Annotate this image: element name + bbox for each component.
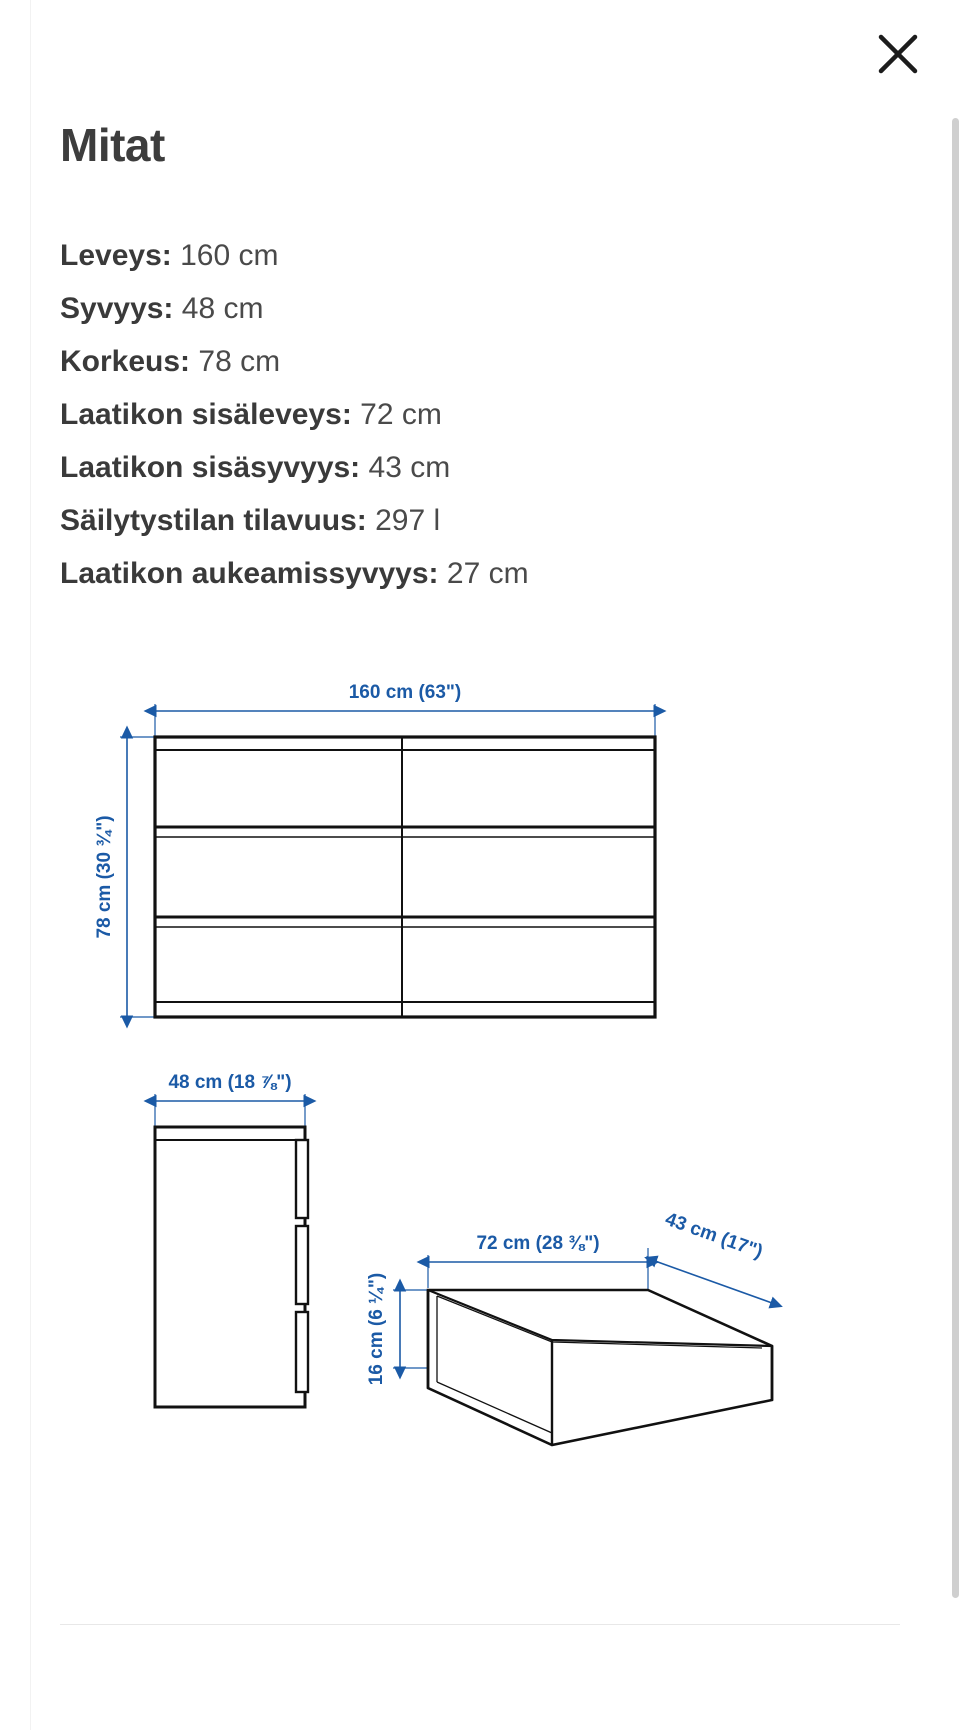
page-title: Mitat — [60, 119, 165, 171]
specification-list — [60, 229, 880, 600]
side-elevation — [155, 1072, 308, 1407]
spec-value: 72 cm — [360, 397, 442, 431]
close-button[interactable] — [870, 26, 926, 82]
dimensions-content — [60, 120, 880, 600]
spec-label: Säilytystilan tilavuus: — [60, 503, 367, 537]
close-icon — [875, 31, 921, 77]
spec-label: Syvyys: — [60, 291, 174, 325]
spec-value: 297 l — [375, 503, 441, 537]
front-height-label: 78 cm (30 ¾") — [94, 815, 115, 939]
front-elevation — [94, 682, 655, 1017]
spec-row-korkeus — [60, 335, 880, 388]
spec-value: 43 cm — [368, 450, 451, 484]
spec-value: 160 cm — [180, 238, 279, 272]
spec-value: 27 cm — [446, 556, 529, 590]
spec-row-laatikon-aukeamissyvyys — [60, 547, 880, 600]
front-width-label: 160 cm (63") — [348, 682, 462, 703]
drawer-inner-depth-label: 43 cm (17") — [662, 1208, 766, 1263]
bottom-divider — [60, 1624, 900, 1625]
vertical-scrollbar[interactable] — [950, 0, 960, 1730]
scrollbar-thumb[interactable] — [952, 118, 959, 1598]
spec-value: 78 cm — [198, 344, 281, 378]
dimension-drawings — [0, 640, 960, 1460]
spec-row-laatikon-sisasyvyys — [60, 441, 880, 494]
drawer-inner-width-label: 72 cm (28 ⅜") — [476, 1233, 600, 1254]
spec-row-laatikon-sisaleveys — [60, 388, 880, 441]
spec-row-syvyys — [60, 282, 880, 335]
drawer-inner-height-label: 16 cm (6 ¼") — [366, 1272, 387, 1386]
spec-row-sailytystilan-tilavuus — [60, 494, 880, 547]
spec-label: Leveys: — [60, 238, 172, 272]
spec-label: Laatikon aukeamissyvyys: — [60, 556, 439, 590]
spec-row-leveys — [60, 229, 880, 282]
drawer-isometric — [366, 1209, 772, 1445]
spec-label: Laatikon sisäsyvyys: — [60, 450, 361, 484]
side-depth-label: 48 cm (18 ⅞") — [168, 1072, 292, 1093]
spec-label: Laatikon sisäleveys: — [60, 397, 352, 431]
spec-value: 48 cm — [181, 291, 264, 325]
spec-label: Korkeus: — [60, 344, 191, 378]
